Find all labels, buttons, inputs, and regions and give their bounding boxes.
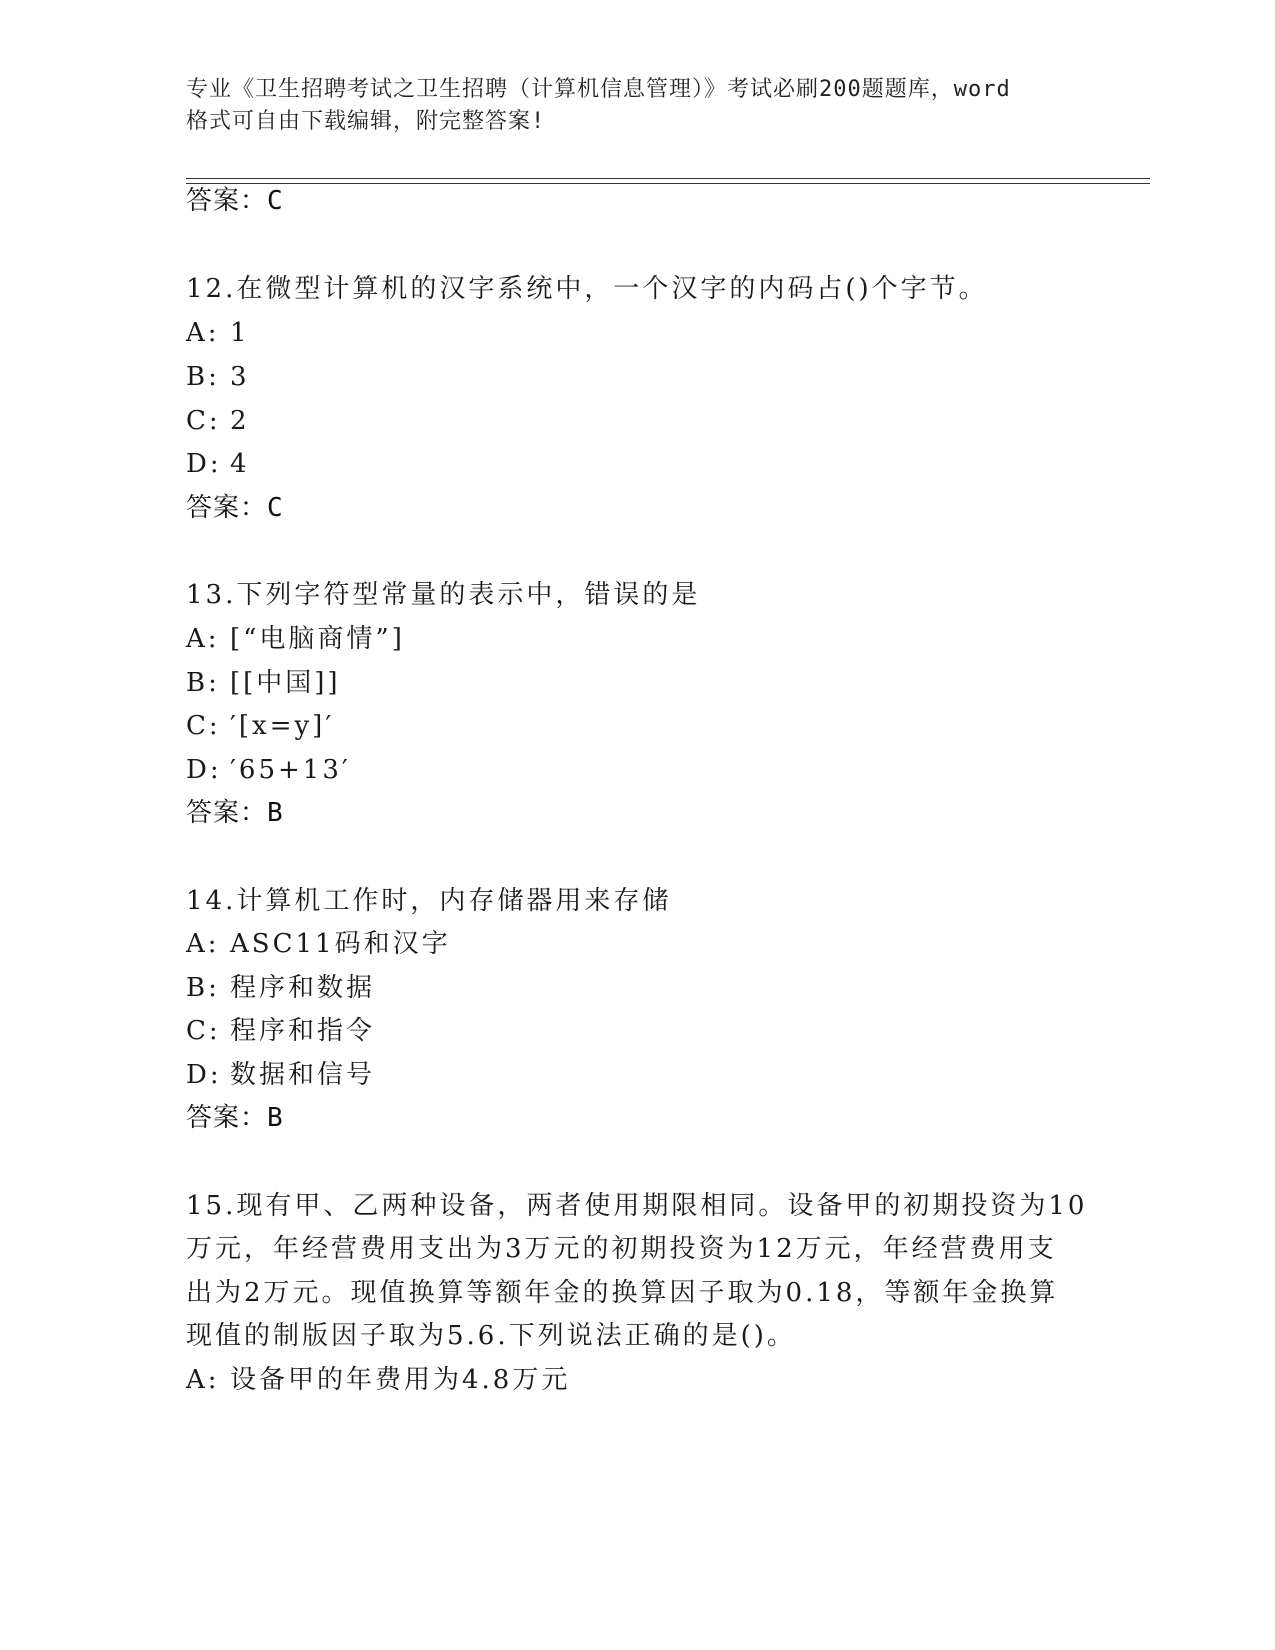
answer-line — [186, 796, 284, 830]
option-text: ′65+13′ — [230, 755, 351, 785]
option-b — [186, 666, 341, 700]
answer-line — [186, 1101, 284, 1135]
header-line-1: 专业《卫生招聘考试之卫生招聘（计算机信息管理）》考试必刷200题题库，word — [186, 77, 1011, 102]
option-label: C: — [186, 406, 221, 436]
option-label: B: — [186, 973, 220, 1003]
option-text: 4 — [230, 449, 250, 479]
option-b — [186, 360, 250, 394]
option-a — [186, 1363, 570, 1397]
option-text: 3 — [230, 362, 250, 392]
option-a — [186, 622, 405, 656]
answer-value: B — [267, 798, 284, 828]
option-text: [“电脑商情”] — [230, 624, 405, 654]
option-label: C: — [186, 1016, 221, 1046]
option-label: D: — [186, 1060, 222, 1090]
question-15-line-2: 万元，年经营费用支出为3万元的初期投资为12万元，年经营费用支 — [186, 1234, 1057, 1264]
option-text: 程序和指令 — [230, 1016, 376, 1046]
question-12: 12.在微型计算机的汉字系统中，一个汉字的内码占()个字节。 — [186, 274, 988, 304]
answer-line — [186, 184, 284, 218]
option-text: 1 — [230, 318, 250, 348]
answer-value: C — [267, 493, 284, 523]
header-line-2: 格式可自由下载编辑，附完整答案! — [186, 109, 546, 134]
answer-prefix: 答案： — [186, 1103, 268, 1133]
option-a — [186, 927, 451, 961]
question-14: 14.计算机工作时，内存储器用来存储 — [186, 886, 672, 916]
option-label: A: — [186, 929, 220, 959]
option-text: 数据和信号 — [230, 1060, 376, 1090]
option-text: 2 — [230, 406, 250, 436]
document-header — [186, 74, 1086, 138]
answer-line — [186, 491, 284, 525]
option-d — [186, 447, 250, 481]
option-text: 设备甲的年费用为4.8万元 — [230, 1365, 571, 1395]
answer-value: B — [267, 1103, 284, 1133]
option-b — [186, 971, 375, 1005]
option-d — [186, 1058, 375, 1092]
option-label: A: — [186, 1365, 220, 1395]
option-label: C: — [186, 711, 221, 741]
option-label: D: — [186, 449, 222, 479]
option-label: D: — [186, 755, 222, 785]
option-label: A: — [186, 318, 220, 348]
option-c — [186, 404, 250, 438]
option-text: ASC11码和汉字 — [230, 929, 451, 959]
option-c — [186, 709, 334, 743]
answer-value: C — [267, 186, 284, 216]
option-text: [[中国]] — [230, 668, 341, 698]
question-13: 13.下列字符型常量的表示中，错误的是 — [186, 580, 701, 610]
option-a — [186, 316, 250, 350]
question-15-line-1: 15.现有甲、乙两种设备，两者使用期限相同。设备甲的初期投资为10 — [186, 1191, 1088, 1221]
answer-prefix: 答案： — [186, 493, 268, 523]
question-15-line-3: 出为2万元。现值换算等额年金的换算因子取为0.18，等额年金换算 — [186, 1278, 1059, 1308]
option-c — [186, 1014, 375, 1048]
question-15-line-4: 现值的制版因子取为5.6.下列说法正确的是()。 — [186, 1321, 796, 1351]
header-divider-top — [186, 178, 1150, 179]
option-text: ′[x=y]′ — [230, 711, 335, 741]
answer-prefix: 答案： — [186, 186, 268, 216]
option-text: 程序和数据 — [230, 973, 376, 1003]
option-d — [186, 753, 351, 787]
header-divider-bottom — [186, 183, 1150, 184]
option-label: B: — [186, 668, 220, 698]
answer-prefix: 答案： — [186, 798, 268, 828]
option-label: B: — [186, 362, 220, 392]
option-label: A: — [186, 624, 220, 654]
